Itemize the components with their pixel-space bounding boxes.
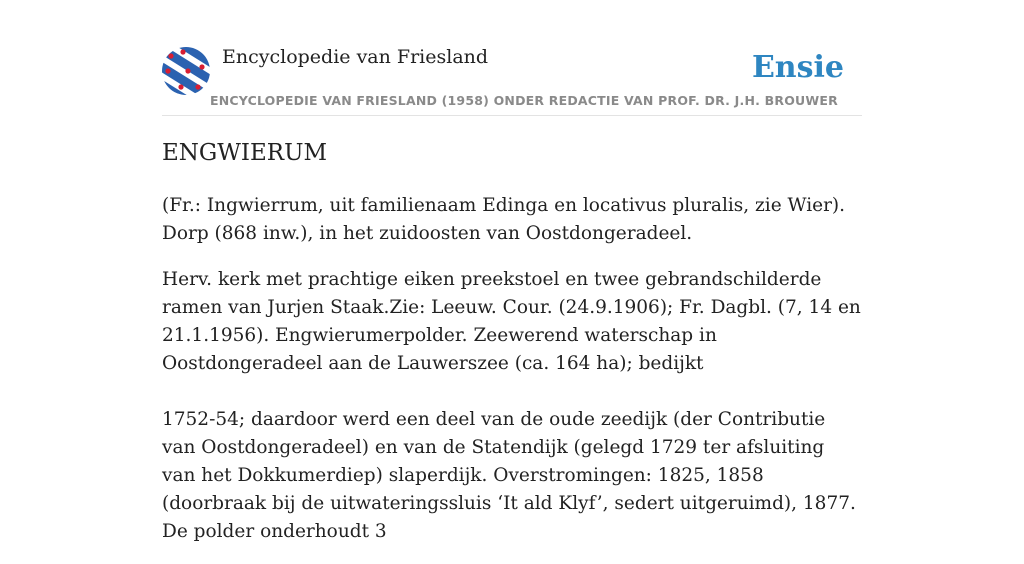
article-title: ENGWIERUM bbox=[162, 140, 328, 166]
ensie-brand-logo[interactable]: Ensie bbox=[751, 50, 844, 85]
site-title[interactable]: Encyclopedie van Friesland bbox=[222, 46, 489, 68]
article-paragraph: (Fr.: Ingwierrum, uit familienaam Edinga en locativus pluralis, zie Wier). Dorp (868 inw.), in het zuidoosten van Oostdongeradeel. bbox=[162, 195, 846, 244]
encyclopedia-subtitle: ENCYCLOPEDIE VAN FRIESLAND (1958) ONDER REDACTIE VAN PROF. DR. J.H. BROUWER bbox=[210, 93, 838, 108]
article-body bbox=[162, 192, 862, 564]
site-header bbox=[162, 44, 862, 116]
frisian-flag-logo-icon[interactable] bbox=[162, 47, 210, 95]
article-paragraph: Herv. kerk met prachtige eiken preekstoel en twee gebrandschilderde ramen van Jurjen Staak.Zie: Leeuw. Cour. (24.9.1906); Fr. Dagbl. (7, 14 en 21.1.1956). Engwierumerpolder. Zeewerend waterschap in Oostdongeradeel aan de Lauwerszee (ca. 164 ha); bedijkt 1752-54; daardoor werd een deel van de oude zeedijk (der Contributie van Oostdongeradeel) en van de Statendijk (gelegd 1729 ter afsluiting van het Dokkumerdiep) slaperdijk. Overstromingen: 1825, 1858 (doorbraak bij de uitwateringssluis ‘It ald Klyf’, sedert uitgeruimd), 1877. De polder onderhoudt 3 bbox=[162, 269, 861, 542]
